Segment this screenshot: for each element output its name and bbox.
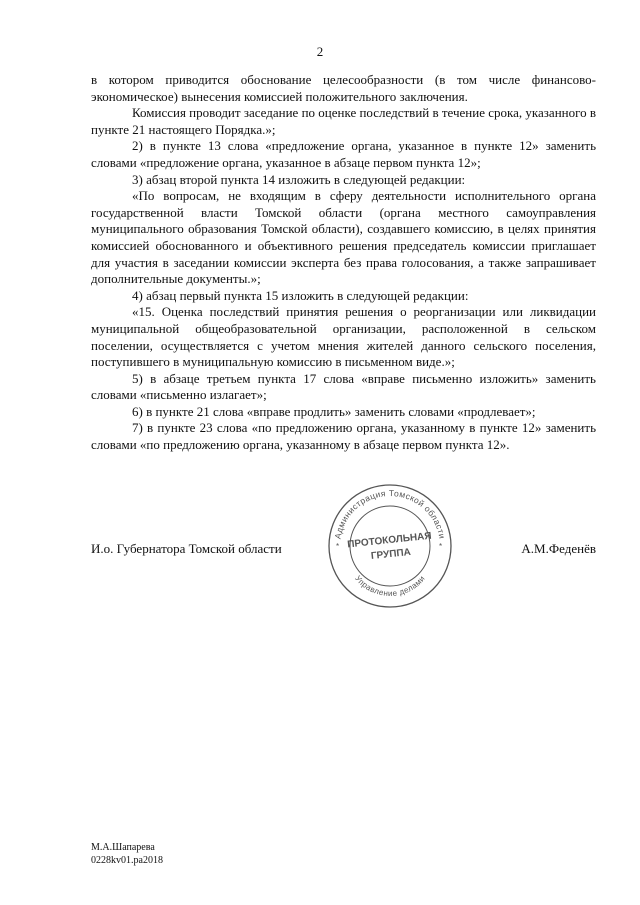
paragraph-1: в котором приводится обоснование целесообразности (в том числе финансово-экономическое) вынесения комиссией положительного заключения. xyxy=(91,72,596,104)
signatory-position: И.о. Губернатора Томской области xyxy=(91,541,282,556)
footer-doc-code: 0228kv01.pa2018 xyxy=(91,854,163,866)
paragraph-8: 5) в абзаце третьем пункта 17 слова «вправе письменно изложить» заменить словами «письменно излагает»; xyxy=(91,370,596,403)
signatory-name: А.М.Феденёв xyxy=(521,541,596,556)
footer-author: М.А.Шапарева xyxy=(91,842,155,853)
paragraph-2: Комиссия проводит заседание по оценке последствий в течение срока, указанного в пункте 21 настоящего Порядка.»; xyxy=(91,105,597,137)
paragraph-7: «15. Оценка последствий принятия решения о реорганизации или ликвидации муниципальной общеобразовательной организации, расположенной в сельском поселении, осуществляется с учетом мнения жителей данного сельского поселения, поступившего в муниципальную комиссию в письменном виде.»; xyxy=(91,304,596,370)
stamp-center-line-1: ПРОТОКОЛЬНАЯ xyxy=(346,530,433,551)
stamp-bottom-text: Управление делами xyxy=(353,573,427,599)
stamp-ring-text: Администрация Томской области xyxy=(332,487,448,540)
paragraph-4: 3) абзац второй пункта 14 изложить в следующей редакции: xyxy=(132,171,466,187)
paragraph-9: 6) в пункте 21 слова «вправе продлить» заменить словами «продлевает»; xyxy=(132,403,536,419)
footer-info xyxy=(91,842,163,867)
document-body xyxy=(91,72,596,454)
stamp-star-left: * xyxy=(336,542,340,551)
stamp-star-right: * xyxy=(439,542,443,551)
stamp-center-line-2: ГРУППА xyxy=(370,546,412,563)
paragraph-3: 2) в пункте 13 слова «предложение органа, указанное в пункте 12» заменить словами «предложение органа, указанное в абзаце первом пункта 12»; xyxy=(91,138,596,170)
page-number: 2 xyxy=(316,44,324,59)
paragraph-6: 4) абзац первый пункта 15 изложить в следующей редакции: xyxy=(132,287,469,303)
paragraph-5: «По вопросам, не входящим в сферу деятельности исполнительного органа государственной власти Томской области (органа местного самоуправления муниципального образования Томской области), создавшего комиссию, в целях принятия комиссией обоснованного и объективного решения председатель комиссии приглашает для участия в заседании комиссии эксперта без права голосования, а также запрашивает дополнительные документы.»; xyxy=(91,188,596,287)
official-stamp xyxy=(326,482,454,610)
paragraph-10: 7) в пункте 23 слова «по предложению органа, указанному в пункте 12» заменить словами «по предложению органа, указанному в абзаце первом пункта 12». xyxy=(91,420,596,453)
